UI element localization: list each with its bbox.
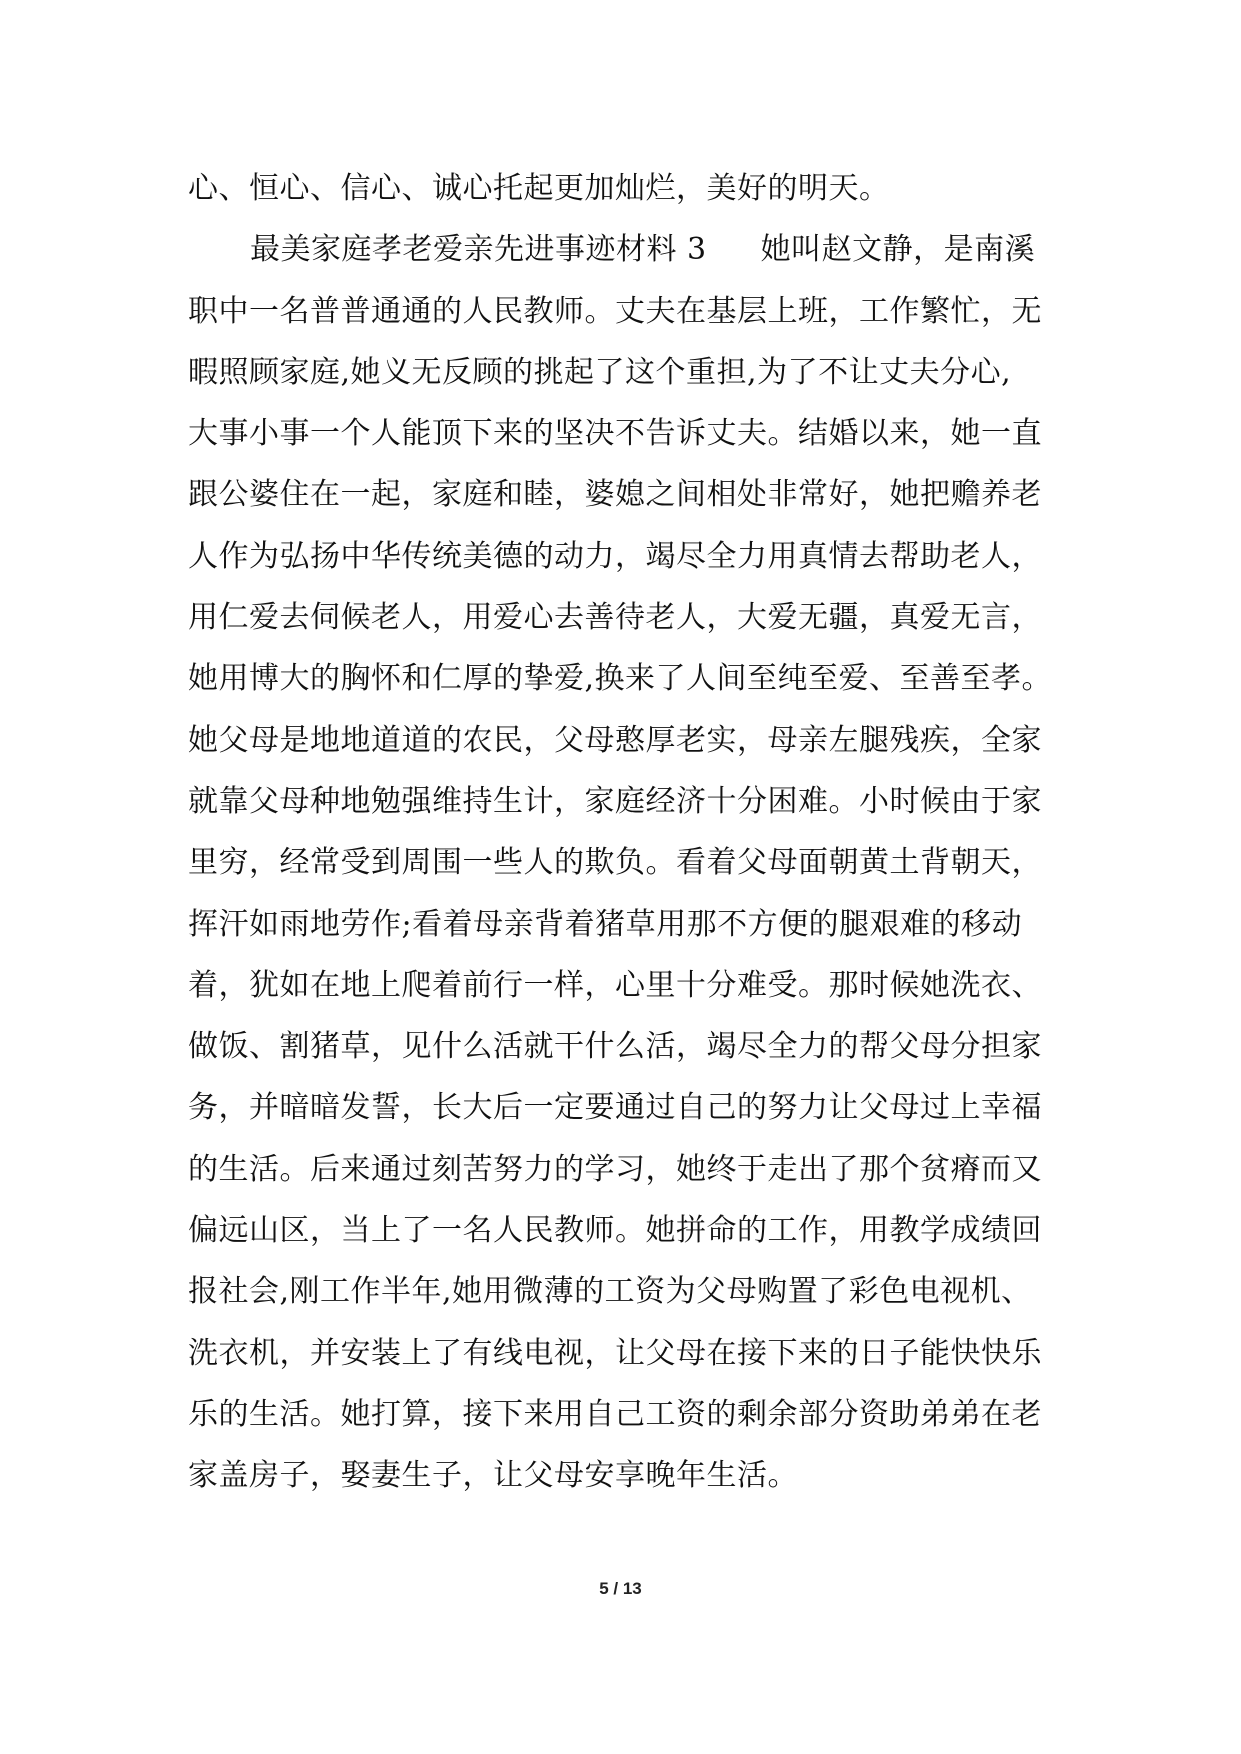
text-line: 着，犹如在地上爬着前行一样，心里十分难受。那时候她洗衣、 [188,967,1042,1003]
text-line: 挥汗如雨地劳作;看着母亲背着猪草用那不方便的腿艰难的移动 [188,906,1023,942]
text-line: 大事小事一个人能顶下来的坚决不告诉丈夫。结婚以来，她一直 [188,416,1042,452]
text-line: 暇照顾家庭,她义无反顾的挑起了这个重担,为了不让丈夫分心, [188,354,1012,390]
page-number: 5 / 13 [599,1579,642,1598]
body-text [188,158,1060,1507]
text-line: 乐的生活。她打算，接下来用自己工资的剩余部分资助弟弟在老 [188,1396,1042,1432]
section-heading: 最美家庭孝老爱亲先进事迹材料 3 [250,232,707,268]
text-line: 报社会,刚工作半年,她用微薄的工资为父母购置了彩色电视机、 [188,1274,1032,1310]
text-line: 她父母是地地道道的农民，父母憨厚老实，母亲左腿残疾，全家 [188,722,1042,758]
text-line: 职中一名普普通通的人民教师。丈夫在基层上班，工作繁忙，无 [188,293,1042,329]
text-line: 偏远山区，当上了一名人民教师。她拼命的工作，用教学成绩回 [188,1213,1042,1249]
text-line: 洗衣机，并安装上了有线电视，让父母在接下来的日子能快快乐 [188,1335,1042,1371]
text-line: 跟公婆住在一起，家庭和睦，婆媳之间相处非常好，她把赡养老 [188,477,1042,513]
text-line: 她用博大的胸怀和仁厚的挚爱,换来了人间至纯至爱、至善至孝。 [188,661,1053,697]
text-line: 的生活。后来通过刻苦努力的学习，她终于走出了那个贫瘠而又 [188,1151,1042,1187]
text-line: 家盖房子，娶妻生子，让父母安享晚年生活。 [188,1458,798,1494]
text-line: 用仁爱去伺候老人，用爱心去善待老人，大爱无疆，真爱无言， [188,600,1042,636]
text-line [188,219,1060,280]
paragraph-start: 她叫赵文静，是南溪 [760,232,1036,268]
text-line: 就靠父母种地勉强维持生计，家庭经济十分困难。小时候由于家 [188,783,1042,819]
text-line: 人作为弘扬中华传统美德的动力，竭尽全力用真情去帮助老人， [188,538,1042,574]
text-line: 务，并暗暗发誓，长大后一定要通过自己的努力让父母过上幸福 [188,1090,1042,1126]
text-line: 做饭、割猪草，见什么活就干什么活，竭尽全力的帮父母分担家 [188,1029,1042,1065]
text-line: 里穷，经常受到周围一些人的欺负。看着父母面朝黄土背朝天， [188,845,1042,881]
text-line: 心、恒心、信心、诚心托起更加灿烂，美好的明天。 [188,171,890,206]
